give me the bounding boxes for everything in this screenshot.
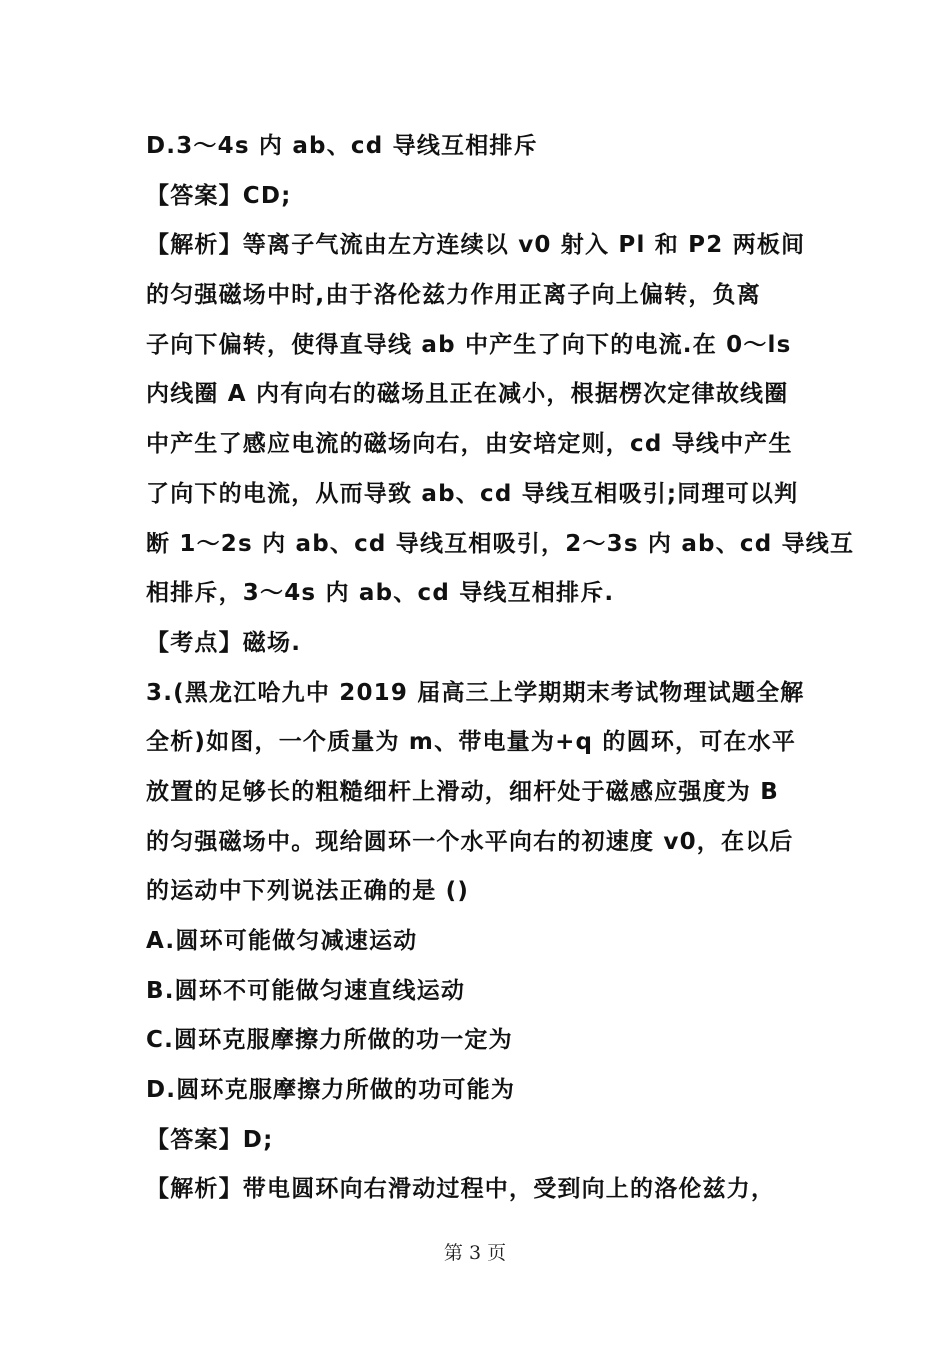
text-line: 中产生了感应电流的磁场向右，由安培定则，cd 导线中产生 — [146, 431, 793, 458]
page-number: 第 3 页 — [443, 1242, 507, 1264]
text-line: 全析)如图，一个质量为 m、带电量为+q 的圆环，可在水平 — [146, 729, 797, 756]
topic-line: 【考点】磁场. — [146, 629, 302, 656]
text-line: 的匀强磁场中。现给圆环一个水平向右的初速度 v0，在以后 — [146, 828, 794, 855]
answer-line: 【答案】D; — [146, 1126, 274, 1153]
analysis-line: 【解析】带电圆环向右滑动过程中，受到向上的洛伦兹力， — [146, 1176, 776, 1203]
option-a: A.圆环可能做匀减速运动 — [146, 928, 418, 954]
text-line: 子向下偏转，使得直导线 ab 中产生了向下的电流.在 0～ls — [146, 331, 792, 358]
text-line: 的运动中下列说法正确的是 () — [146, 878, 470, 905]
question-line: 3.(黑龙江哈九中 2019 届高三上学期期末考试物理试题全解 — [146, 679, 805, 706]
text-line: 断 1～2s 内 ab、cd 导线互相吸引，2～3s 内 ab、cd 导线互 — [146, 530, 855, 557]
option-c: C.圆环克服摩擦力所做的功一定为 — [146, 1027, 513, 1054]
text-line: 相排斥，3～4s 内 ab、cd 导线互相排斥. — [146, 580, 615, 607]
text-line: 了向下的电流，从而导致 ab、cd 导线互相吸引;同理可以判 — [146, 480, 799, 507]
analysis-line: 【解析】等离子气流由左方连续以 v0 射入 Pl 和 P2 两板间 — [146, 232, 806, 259]
text-line: 的匀强磁场中时,由于洛伦兹力作用正离子向上偏转，负离 — [146, 282, 761, 309]
text-line: 内线圈 A 内有向右的磁场且正在减小，根据楞次定律故线圈 — [146, 381, 789, 408]
option-b: B.圆环不可能做匀速直线运动 — [146, 977, 466, 1004]
text-line: D.3～4s 内 ab、cd 导线互相排斥 — [146, 133, 538, 159]
document-body — [146, 122, 855, 1215]
answer-line: 【答案】CD; — [146, 182, 292, 209]
option-d: D.圆环克服摩擦力所做的功可能为 — [146, 1077, 516, 1104]
text-line: 放置的足够长的粗糙细杆上滑动，细杆处于磁感应强度为 B — [146, 778, 779, 805]
